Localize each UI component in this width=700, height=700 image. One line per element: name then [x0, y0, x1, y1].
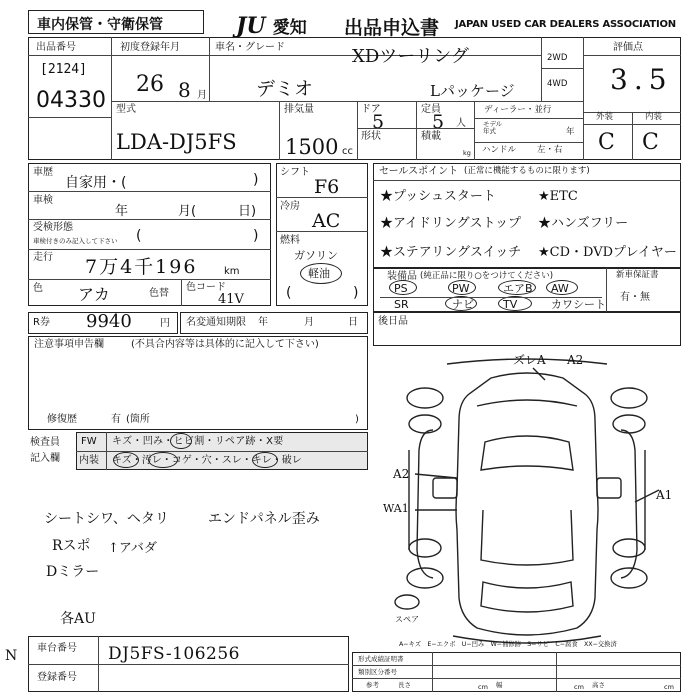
aircon-label: 冷房: [280, 201, 300, 212]
equipment-item: AW: [551, 282, 569, 295]
association-name: JAPAN USED CAR DEALERS ASSOCIATION: [455, 19, 676, 30]
inspection-month: 月(: [178, 204, 197, 219]
margin-mark: N: [5, 648, 18, 664]
capacity-unit: kg: [463, 149, 471, 157]
displacement-value: 1500: [285, 135, 339, 159]
doors-value: 5: [372, 111, 385, 133]
registration-month-unit: 月: [197, 90, 207, 101]
inspection-day: 日): [238, 204, 257, 219]
score-value: 3.5: [610, 63, 673, 96]
car-outline-svg: [373, 350, 681, 650]
storage-note: 車内保管・守衛保管: [37, 17, 163, 33]
mark-right-a1: A1: [656, 488, 673, 502]
note-rear-spoiler: Rスポ: [52, 538, 91, 554]
chassis-label: 車台番号: [37, 643, 77, 654]
handle-options: 左・右: [537, 145, 563, 155]
interior-label: 内装: [645, 112, 663, 122]
warranty-options: 有・無: [620, 292, 650, 303]
sales-point-item: ★ステアリングスイッチ: [380, 245, 522, 260]
size-length-unit: cm: [478, 683, 488, 691]
sales-point-item: ★アイドリングストップ: [380, 216, 522, 231]
lot-number: 04330: [36, 88, 106, 113]
note-abata: ↑アバダ: [108, 541, 157, 556]
approval-open: (: [136, 228, 142, 244]
first-registration-label: 初度登録年月: [120, 42, 180, 53]
storage-note-box: [28, 10, 204, 34]
size-height-label: 高さ: [592, 681, 605, 689]
equipment-label: 装備品: [387, 271, 417, 282]
equipment-circle: [389, 280, 417, 295]
interior-score: C: [642, 130, 659, 155]
sales-points-note: (正常に機能するものに限ります): [464, 166, 590, 176]
history-label: 車歴: [33, 167, 53, 178]
equipment-circle: [498, 280, 536, 295]
lot-code: [2124]: [40, 62, 87, 77]
displacement-label: 排気量: [284, 104, 314, 115]
shift-value: F6: [314, 176, 340, 198]
type-value: LDA-DJ5FS: [116, 130, 237, 154]
model-year-unit: 年: [566, 127, 575, 137]
transfer-day: 日: [348, 317, 358, 328]
fuel-label: 燃料: [280, 235, 300, 246]
mark-rear-a2: A2: [567, 353, 584, 367]
exterior-label: 外装: [596, 112, 614, 122]
drive-2wd: 2WD: [547, 53, 568, 63]
notes-box: [28, 336, 368, 430]
model-grade: XDツーリング: [352, 46, 469, 67]
score-label: 評価点: [613, 42, 643, 53]
logo-region: 愛知: [272, 18, 307, 38]
inspector-row1-label: FW: [81, 436, 97, 447]
fuel-close: ): [353, 285, 359, 301]
sales-point-item: ★ETC: [538, 189, 578, 204]
inspector-row2-items: キズ・汚レ・コゲ・穴・スレ・キレ・破レ: [112, 455, 302, 466]
equipment-circle: [546, 280, 578, 295]
damage-legend: A−キズ E−エクボ U−凹み W−補修跡 S−サビ C−腐食 XX−交換済: [399, 641, 617, 648]
circle-stain: [148, 452, 178, 468]
fuel-gasoline: ガソリン: [294, 249, 338, 262]
spare-label: スペア: [395, 615, 419, 624]
size-height-unit: cm: [664, 683, 674, 691]
equipment-circle: [448, 280, 476, 295]
equipment-note: (純正品に限り○をつけてください): [420, 271, 554, 281]
association-logo: [236, 13, 307, 39]
aircon-value: AC: [312, 210, 341, 232]
transfer-month: 月: [304, 317, 314, 328]
model-name: デミオ: [256, 78, 314, 100]
repair-label: 修復歴: [47, 414, 77, 425]
mark-rear-scratch: ズレA: [513, 353, 546, 367]
repair-close: ): [355, 414, 359, 425]
exterior-score: C: [598, 130, 615, 155]
model-name-label: 車名・グレード: [215, 42, 285, 53]
r-ticket-label: R券: [33, 317, 50, 328]
later-documents-box: [373, 312, 681, 346]
diesel-circle: [300, 263, 342, 284]
registration-month: 8: [178, 78, 191, 102]
transfer-label: 名変通知期限: [186, 317, 246, 328]
inspection-year: 年: [115, 204, 129, 219]
note-door-mirror: Dミラー: [46, 564, 100, 580]
equipment-item: ナビ: [452, 298, 474, 311]
mark-left-wa1: WA1: [383, 502, 409, 515]
approval-close: ): [253, 228, 259, 244]
model-year-label: モデル年式: [483, 120, 503, 136]
shape-label: 形状: [361, 131, 381, 142]
mark-left-a2: A2: [393, 467, 410, 481]
mileage-value: 7万4千196: [85, 256, 198, 278]
displacement-unit: cc: [342, 146, 353, 157]
chassis-value: DJ5FS-106256: [108, 644, 240, 664]
note-each-au: 各AU: [60, 611, 96, 627]
note-seat-wrinkle: シートシワ、ヘタリ: [44, 511, 169, 527]
approval-label: 受検形態: [33, 222, 73, 233]
equipment-item: TV: [503, 298, 518, 311]
note-end-panel: エンドパネル歪み: [208, 511, 320, 527]
shift-label: シフト: [280, 167, 310, 178]
equipment-item: カワシート: [551, 298, 606, 311]
circle-scratch-interior: [113, 452, 139, 468]
mileage-label: 走行: [33, 252, 53, 263]
color-code-label: 色コード: [186, 282, 226, 293]
seats-value: 5: [432, 111, 445, 133]
circle-dent: [170, 433, 192, 449]
size-width-label: 幅: [496, 681, 503, 689]
size-row3-label: 参考: [366, 681, 379, 689]
repair-open: (箇所: [126, 414, 150, 425]
size-width-unit: cm: [574, 683, 584, 691]
car-damage-diagram: [373, 350, 681, 650]
drive-4wd: 4WD: [547, 79, 568, 89]
inspector-row1-items: キズ・凹み・ヒビ割・リペア跡・X要: [112, 436, 284, 447]
ju-logo: JU: [236, 13, 266, 39]
size-length-label: 長さ: [398, 681, 411, 689]
circle-wear: [252, 452, 278, 468]
color-repaint-label: 色替: [149, 288, 169, 299]
equipment-item: SR: [394, 298, 409, 311]
handle-label: ハンドル: [482, 145, 517, 155]
dealer-label: ディーラー・並行: [484, 105, 552, 115]
doors-label: ドア: [361, 104, 381, 115]
lot-label: 出品番号: [36, 42, 76, 53]
size-row1-label: 形式成績証明書: [358, 655, 404, 663]
inspector-row2-label: 内装: [79, 455, 99, 466]
sales-point-item: ★CD・DVDプレイヤー: [538, 245, 677, 260]
r-ticket-unit: 円: [160, 318, 170, 329]
history-close: ): [253, 172, 259, 188]
fuel-open: (: [286, 285, 292, 301]
inspection-label: 車検: [33, 195, 53, 206]
later-docs-label: 後日品: [378, 316, 408, 327]
transfer-year: 年: [258, 317, 268, 328]
inspector-label-1: 検査員: [30, 437, 60, 448]
notes-label: 注意事項申告欄: [34, 339, 104, 350]
equipment-item: PS: [394, 282, 408, 295]
color-code-value: 41V: [218, 292, 244, 307]
fuel-diesel: 軽油: [308, 267, 330, 280]
color-label: 色: [33, 283, 43, 294]
color-value: アカ: [78, 285, 110, 304]
approval-note: 車検付きのみ記入して下さい: [33, 237, 118, 245]
r-ticket-value: 9940: [86, 311, 132, 332]
sales-points-label: セールスポイント: [379, 166, 459, 177]
capacity-label: 積載: [421, 131, 441, 142]
registration-year: 26: [136, 72, 164, 97]
seats-unit: 人: [456, 118, 466, 129]
model-package: Lパッケージ: [430, 82, 515, 100]
registration-number-label: 登録番号: [37, 672, 77, 683]
size-row2-label: 類別区分番号: [358, 668, 397, 676]
type-label: 型式: [116, 104, 136, 115]
warranty-label: 新車保証書: [616, 270, 659, 280]
inspector-label-2: 記入欄: [30, 453, 60, 464]
notes-note: (不具合内容等は具体的に記入して下さい): [131, 339, 319, 350]
sales-point-item: ★ハンズフリー: [538, 216, 629, 231]
sales-point-item: ★プッシュスタート: [380, 189, 496, 204]
history-value: 自家用・(: [65, 175, 127, 191]
equipment-item: エアB: [503, 282, 533, 295]
equipment-item: PW: [452, 282, 470, 295]
mileage-unit: km: [224, 266, 240, 277]
seats-label: 定員: [421, 104, 441, 115]
form-title: 出品申込書: [344, 17, 440, 39]
repair-value: 有: [111, 414, 121, 425]
